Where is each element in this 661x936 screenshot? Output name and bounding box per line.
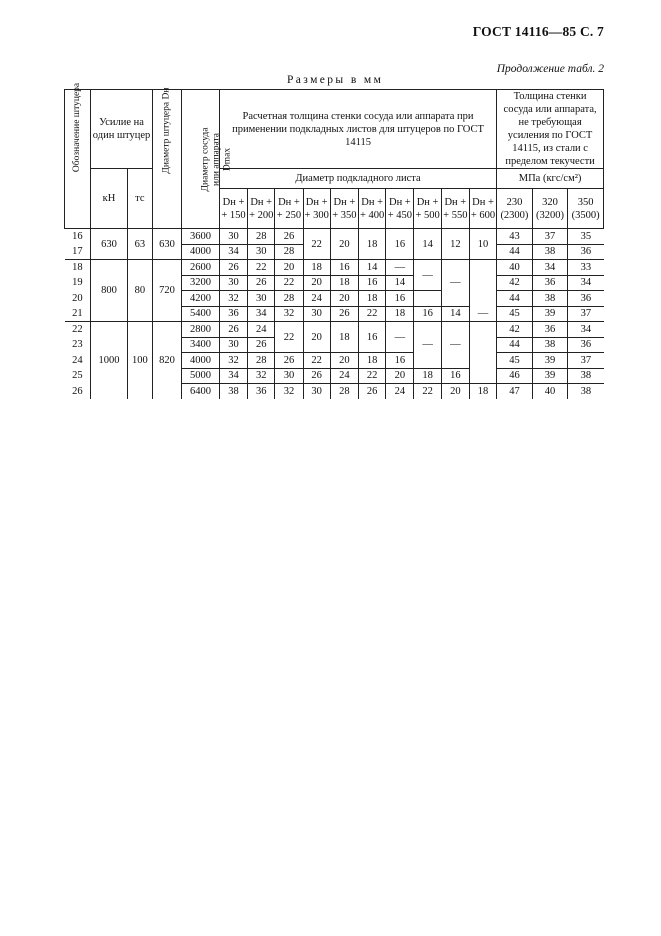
table-row (65, 229, 604, 245)
pad-cell: 32 (275, 306, 303, 322)
row-id: 24 (65, 353, 91, 369)
pad-cell: 22 (275, 275, 303, 291)
table-body (65, 229, 604, 399)
pad-cell: 28 (275, 244, 303, 260)
pad-cell: 24 (386, 384, 414, 399)
pad-cell: 20 (441, 384, 469, 399)
pad-cell: 34 (219, 244, 247, 260)
colhead-pad-300: Dн + + 300 (303, 189, 330, 229)
pad-cell: 30 (303, 306, 330, 322)
force-kn: 1000 (91, 322, 128, 399)
colhead-pad-250: Dн + + 250 (275, 189, 303, 229)
steel-cell: 44 (497, 291, 533, 307)
pad-cell: 22 (303, 353, 330, 369)
pad-cell: 16 (359, 275, 386, 291)
pad-cell: — (386, 260, 414, 276)
steel-cell: 44 (497, 337, 533, 353)
pad-cell: 18 (330, 322, 358, 353)
dn-value: 720 (152, 260, 181, 322)
steel-cell: 33 (580, 261, 592, 273)
pad-cell: 20 (275, 260, 303, 276)
pad-cell: — (414, 322, 441, 369)
pad-cell: 16 (414, 306, 441, 322)
table-continuation-note: Продолжение табл. 2 (496, 63, 604, 75)
pad-cell (469, 260, 496, 307)
pad-cell: 26 (303, 368, 330, 384)
steel-cell: 46 (497, 368, 533, 384)
pad-cell: 18 (359, 353, 386, 369)
dn-value: 820 (152, 322, 181, 399)
steel-cell: 40 (497, 260, 533, 276)
row-id: 26 (65, 384, 91, 399)
pad-cell: 26 (359, 384, 386, 399)
colhead-pad-500: Dн + + 500 (414, 189, 441, 229)
pad-cell: 20 (386, 368, 414, 384)
steel-cell: 36 (532, 275, 568, 291)
pad-cell: 24 (330, 368, 358, 384)
steel-cell: 36 (568, 291, 604, 307)
pad-cell: 30 (219, 275, 247, 291)
steel-cell: 38 (568, 368, 604, 384)
force-kn: 800 (91, 260, 128, 322)
dmax-value: 5000 (182, 368, 220, 384)
steel-cell: 39 (532, 353, 568, 369)
row-id: 16 (65, 229, 91, 245)
colhead-designation: Обозначение штуцера (65, 90, 91, 229)
steel-cell: 47 (497, 384, 533, 399)
pad-cell: 22 (275, 322, 303, 353)
pad-cell: 28 (275, 291, 303, 307)
force-tc: 63 (127, 229, 152, 260)
pad-cell: 16 (359, 322, 386, 353)
table-row (65, 260, 604, 276)
pad-cell: 14 (386, 275, 414, 291)
colhead-pad-450: Dн + + 450 (386, 189, 414, 229)
dmax-value: 4200 (182, 291, 220, 307)
pad-cell: 30 (219, 337, 247, 353)
pad-cell: 24 (303, 291, 330, 307)
pad-cell: 32 (219, 291, 247, 307)
dmax-value: 4000 (182, 353, 220, 369)
dmax-value: 3600 (182, 229, 220, 245)
pad-cell: — (414, 260, 441, 291)
steel-cell: 38 (532, 291, 568, 307)
pad-cell: 28 (330, 384, 358, 399)
pad-cell: 20 (330, 229, 358, 260)
row-id: 22 (65, 322, 91, 338)
row-id: 19 (65, 275, 91, 291)
steel-cell: 34 (580, 323, 592, 335)
pad-cell: 16 (330, 260, 358, 276)
dmax-value: 3400 (182, 337, 220, 353)
dmax-value: 4000 (182, 244, 220, 260)
pad-cell: 22 (359, 306, 386, 322)
pad-cell: 22 (359, 368, 386, 384)
pad-cell: — (441, 322, 469, 369)
pad-cell: 28 (248, 353, 275, 369)
dmax-value: 2800 (182, 322, 220, 338)
pad-cell: 16 (386, 353, 414, 369)
steel-cell: 43 (497, 229, 533, 245)
colhead-dn: Диаметр штуцера Dн (152, 90, 181, 229)
colhead-pad-200: Dн + + 200 (248, 189, 275, 229)
row-id: 23 (65, 337, 91, 353)
force-tc: 100 (127, 322, 152, 399)
steel-cell: 35 (580, 230, 592, 242)
colhead-steel-320: 320 (3200) (532, 189, 568, 229)
row-id: 20 (65, 291, 91, 307)
colhead-kn: кН (91, 169, 128, 229)
steel-cell: 39 (532, 306, 568, 322)
pad-cell: 22 (414, 384, 441, 399)
pad-cell: 32 (248, 368, 275, 384)
steel-cell: 34 (532, 260, 568, 276)
pad-cell: 26 (248, 275, 275, 291)
pad-cell: 30 (303, 384, 330, 399)
dimensions-table (64, 82, 604, 399)
pad-cell: — (386, 322, 414, 353)
pad-cell (414, 291, 441, 307)
steel-cell: 40 (532, 384, 568, 399)
pad-cell: 18 (414, 368, 441, 384)
dmax-value: 3200 (182, 275, 220, 291)
colhead-calc-thickness: Расчетная толщина стенки сосуда или аппарата при применении подкладных листов для штуцеров по ГОСТ 14115 (219, 90, 496, 169)
pad-cell: 30 (275, 368, 303, 384)
pad-cell: 32 (219, 353, 247, 369)
pad-cell: 18 (330, 275, 358, 291)
steel-cell: 34 (568, 275, 604, 291)
dmax-value: 6400 (182, 384, 220, 399)
colhead-tc: тс (127, 169, 152, 229)
colhead-pad-600: Dн + + 600 (469, 189, 496, 229)
pad-cell: 14 (414, 229, 441, 260)
pad-cell: 18 (386, 306, 414, 322)
pad-cell: 24 (248, 322, 275, 338)
pad-cell: 26 (275, 353, 303, 369)
pad-cell: 18 (359, 291, 386, 307)
pad-cell: 30 (219, 229, 247, 245)
pad-cell: 18 (359, 229, 386, 260)
pad-cell: 28 (248, 229, 275, 245)
colhead-mpa: МПа (кгс/см²) (497, 169, 604, 189)
pad-cell: — (441, 260, 469, 307)
colhead-force: Усилие на один штуцер (91, 90, 153, 169)
colhead-pad-diameter: Диаметр подкладного листа (219, 169, 496, 189)
colhead-wall-thickness: Толщина стенки сосуда или аппарата, не требующая усиления по ГОСТ 14115, из стали с пределом текучести (497, 90, 604, 169)
force-kn: 630 (91, 229, 128, 260)
steel-cell: 38 (532, 337, 568, 353)
pad-cell: 26 (219, 260, 247, 276)
steel-cell: 36 (568, 244, 604, 260)
steel-cell: 45 (497, 306, 533, 322)
pad-cell: 22 (303, 229, 330, 260)
colhead-steel-230: 230 (2300) (497, 189, 533, 229)
pad-cell: 34 (219, 368, 247, 384)
pad-cell: 38 (219, 384, 247, 399)
dn-value: 630 (152, 229, 181, 260)
pad-cell: 32 (275, 384, 303, 399)
row-id: 21 (65, 306, 91, 322)
pad-cell: 26 (219, 322, 247, 338)
steel-cell: 36 (568, 337, 604, 353)
pad-cell: 14 (441, 306, 469, 322)
table-row (65, 322, 604, 338)
colhead-pad-550: Dн + + 550 (441, 189, 469, 229)
row-id: 17 (65, 244, 91, 260)
pad-cell: 20 (303, 275, 330, 291)
steel-cell: 37 (532, 229, 568, 245)
steel-cell: 44 (497, 244, 533, 260)
steel-cell: 36 (532, 322, 568, 338)
pad-cell: 22 (248, 260, 275, 276)
pad-cell: 20 (330, 353, 358, 369)
row-id: 25 (65, 368, 91, 384)
steel-cell: 37 (568, 353, 604, 369)
pad-cell: 12 (441, 229, 469, 260)
steel-cell: 38 (568, 384, 604, 399)
pad-cell (469, 322, 496, 384)
pad-cell: 16 (386, 291, 414, 307)
pad-cell: 18 (303, 260, 330, 276)
pad-cell: 16 (386, 229, 414, 260)
colhead-dmax: Диаметр сосуда или аппарата Dmax (182, 90, 220, 229)
pad-cell: — (469, 306, 496, 322)
units-note: Размеры в мм (287, 74, 384, 86)
steel-cell: 45 (497, 353, 533, 369)
colhead-pad-150: Dн + + 150 (219, 189, 247, 229)
pad-cell: 14 (359, 260, 386, 276)
pad-cell: 26 (275, 229, 303, 245)
page-header: ГОСТ 14116—85 С. 7 (472, 24, 604, 39)
pad-cell: 30 (248, 244, 275, 260)
row-id: 18 (65, 260, 91, 276)
pad-cell: 18 (469, 384, 496, 399)
pad-cell: 30 (248, 291, 275, 307)
dmax-value: 2600 (182, 260, 220, 276)
steel-cell: 38 (532, 244, 568, 260)
dmax-value: 5400 (182, 306, 220, 322)
colhead-pad-350: Dн + + 350 (330, 189, 358, 229)
pad-cell: 26 (248, 337, 275, 353)
pad-cell: 36 (248, 384, 275, 399)
colhead-steel-350: 350 (3500) (568, 189, 604, 229)
pad-cell: 34 (248, 306, 275, 322)
force-tc: 80 (127, 260, 152, 322)
pad-cell: 10 (469, 229, 496, 260)
pad-cell: 36 (219, 306, 247, 322)
steel-cell: 39 (532, 368, 568, 384)
steel-cell: 37 (568, 306, 604, 322)
table-header (65, 82, 604, 229)
pad-cell: 16 (441, 368, 469, 384)
pad-cell: 20 (330, 291, 358, 307)
steel-cell: 42 (497, 275, 533, 291)
pad-cell: 20 (303, 322, 330, 353)
steel-cell: 42 (497, 322, 533, 338)
colhead-pad-400: Dн + + 400 (359, 189, 386, 229)
pad-cell: 26 (330, 306, 358, 322)
